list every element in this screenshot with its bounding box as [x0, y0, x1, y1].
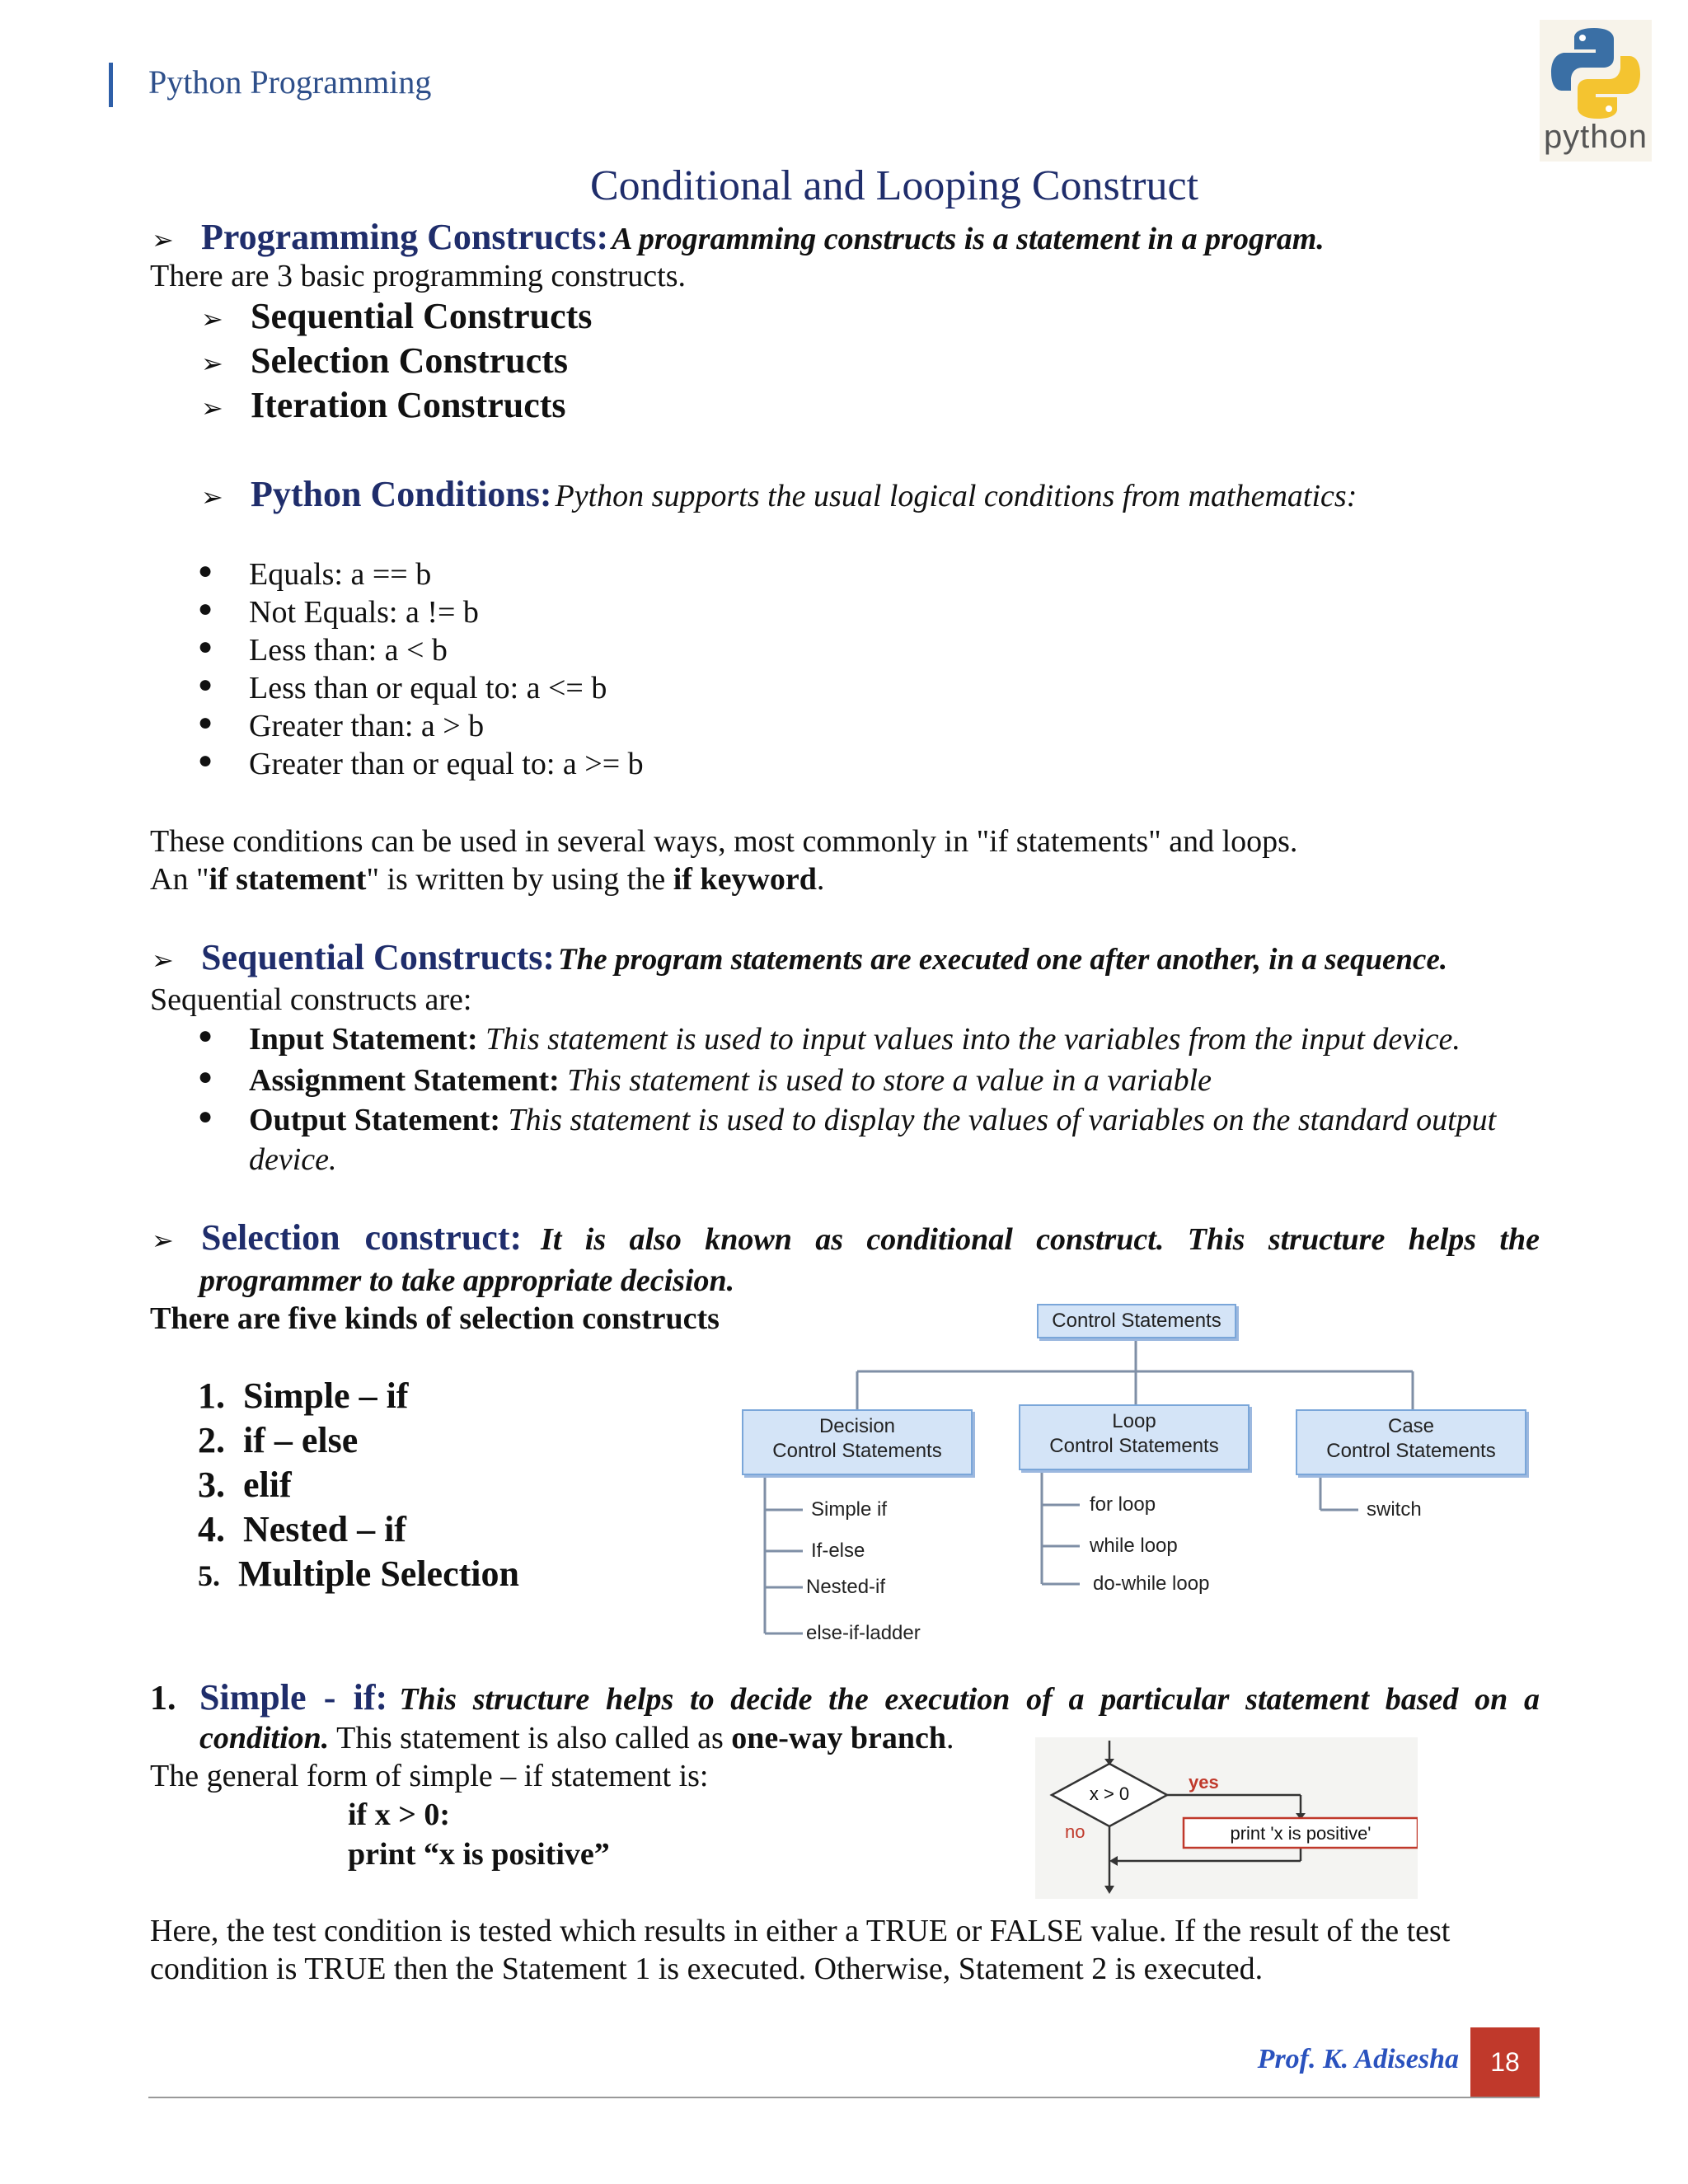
construct-item-label: Selection Constructs: [251, 340, 568, 381]
selection-kind-label: if – else: [243, 1420, 359, 1460]
condition-item: Not Equals: a != b: [249, 595, 479, 630]
flowchart-action: print 'x is positive': [1230, 1823, 1372, 1844]
construct-item-label: Sequential Constructs: [251, 296, 593, 336]
bullet-icon: ●: [198, 1103, 213, 1130]
simple-if-explanation: Here, the test condition is tested which results in either a TRUE or FALSE value. If the result of the test: [150, 1914, 1451, 1948]
sequential-heading: Sequential Constructs:: [201, 937, 556, 977]
sequential-item-text: This statement is used to store a value in a variable: [567, 1063, 1212, 1098]
simple-if-also-called: This statement is also called as: [329, 1721, 732, 1755]
sequential-item-text: This statement is used to input values into the variables from the input device.: [485, 1022, 1461, 1057]
selection-definition-cont: programmer to take appropriate decision.: [199, 1263, 735, 1298]
selection-kind-num: 4.: [198, 1509, 225, 1549]
construct-item: [201, 384, 566, 426]
loop-box-line: Loop: [1112, 1410, 1156, 1432]
arrow-bullet-icon: ➢: [201, 481, 223, 513]
condition-item: Greater than or equal to: a >= b: [249, 747, 644, 781]
footer-author: Prof. K. Adisesha: [1257, 2044, 1459, 2074]
control-statements-box: Control Statements: [1037, 1304, 1236, 1338]
arrow-bullet-icon: ➢: [152, 944, 174, 976]
arrow-bullet-icon: ➢: [152, 1225, 174, 1256]
selection-kind-label: Multiple Selection: [238, 1554, 519, 1594]
selection-kind-item: [198, 1419, 358, 1461]
flowchart-yes-label: yes: [1189, 1772, 1219, 1793]
construct-item: [201, 340, 568, 382]
selection-kind-label: Nested – if: [243, 1509, 406, 1549]
python-conditions-heading-line: [201, 473, 1357, 515]
case-control-box: [1296, 1409, 1526, 1475]
sequential-item-label: Output Statement:: [249, 1103, 501, 1137]
sequential-item-text-cont: device.: [249, 1142, 337, 1177]
sequential-item: [249, 1020, 1461, 1058]
simple-if-heading-line: [150, 1676, 1540, 1718]
simple-if-num: 1.: [150, 1680, 176, 1718]
code-line: if x > 0:: [348, 1797, 451, 1832]
loop-item: do-while loop: [1093, 1572, 1210, 1595]
selection-kind-item: [198, 1508, 406, 1550]
selection-kind-item: [198, 1464, 292, 1506]
selection-kinds-title: There are five kinds of selection constructs: [150, 1301, 720, 1336]
condition-item: Greater than: a > b: [249, 709, 485, 743]
bullet-icon: ●: [198, 671, 213, 698]
if-statement-note: [150, 860, 824, 898]
arrow-bullet-icon: ➢: [201, 392, 223, 424]
flowchart-no-label: no: [1065, 1821, 1085, 1842]
note-text: .: [816, 862, 825, 897]
bullet-icon: ●: [198, 595, 213, 622]
flowchart-svg: [1035, 1737, 1418, 1899]
selection-kind-num: 1.: [198, 1376, 225, 1416]
decision-box-line: Control Statements: [772, 1440, 942, 1462]
selection-kind-num: 5.: [198, 1559, 220, 1592]
loop-item: while loop: [1090, 1535, 1178, 1557]
loop-box-line: Control Statements: [1049, 1435, 1219, 1457]
sequential-item-label: Assignment Statement:: [249, 1063, 560, 1098]
selection-kind-label: Simple – if: [243, 1376, 409, 1416]
decision-box-line: Decision: [818, 1415, 896, 1437]
control-statements-diagram: [734, 1294, 1541, 1648]
page-number: 18: [1470, 2027, 1540, 2097]
bullet-icon: ●: [198, 1022, 213, 1049]
simple-if-definition: This structure helps to decide the execution of a particular statement based on a: [399, 1682, 1540, 1717]
case-box-line: Control Statements: [1326, 1440, 1496, 1462]
condition-item: Equals: a == b: [249, 557, 432, 592]
code-line: print “x is positive”: [348, 1837, 610, 1872]
note-text: " is written by using the: [366, 862, 673, 897]
selection-heading-line: [152, 1216, 1540, 1258]
loop-control-box: [1019, 1404, 1250, 1470]
decision-item: else-if-ladder: [806, 1622, 921, 1644]
python-conditions-definition: Python supports the usual logical conditions from mathematics:: [555, 479, 1357, 513]
condition-item: Less than or equal to: a <= b: [249, 671, 607, 705]
simple-if-flowchart: [1035, 1737, 1418, 1899]
arrow-bullet-icon: ➢: [152, 224, 174, 255]
decision-item: Simple if: [811, 1498, 888, 1521]
selection-definition: It is also known as conditional construct. This structure helps the: [541, 1222, 1540, 1257]
footer-rule: [148, 2097, 1540, 2098]
construct-item-label: Iteration Constructs: [251, 385, 566, 425]
arrow-bullet-icon: ➢: [201, 303, 223, 335]
python-logo-text: python: [1543, 119, 1648, 155]
sequential-intro: Sequential constructs are:: [150, 982, 472, 1017]
simple-if-definition-cont: condition.: [199, 1721, 330, 1755]
programming-constructs-intro: There are 3 basic programming constructs.: [150, 259, 686, 293]
flowchart-condition: x > 0: [1089, 1783, 1130, 1804]
programming-constructs-heading: Programming Constructs:: [201, 217, 609, 257]
python-logo: [1540, 20, 1652, 162]
simple-if-general-form: The general form of simple – if statement is:: [150, 1759, 709, 1793]
decision-item: If-else: [811, 1540, 865, 1562]
bullet-icon: ●: [198, 709, 213, 736]
simple-if-heading: Simple - if:: [199, 1677, 388, 1718]
decision-control-box: [742, 1409, 973, 1475]
note-bold: if statement: [209, 862, 367, 897]
programming-constructs-heading-line: [152, 216, 1325, 258]
header-bar: [109, 63, 113, 107]
simple-if-explanation: condition is TRUE then the Statement 1 is executed. Otherwise, Statement 2 is executed.: [150, 1952, 1264, 1986]
selection-kind-item: [198, 1553, 519, 1595]
bullet-icon: ●: [198, 557, 213, 584]
selection-kind-num: 3.: [198, 1465, 225, 1505]
simple-if-definition-cont-line: [199, 1719, 954, 1757]
case-item: switch: [1367, 1498, 1422, 1521]
arrow-bullet-icon: ➢: [201, 348, 223, 379]
one-way-branch: one-way branch: [731, 1721, 946, 1755]
conditions-note: These conditions can be used in several ways, most commonly in "if statements" and loops.: [150, 824, 1298, 859]
decision-item: Nested-if: [806, 1576, 886, 1598]
selection-kind-label: elif: [243, 1465, 292, 1505]
sequential-item-label: Input Statement:: [249, 1022, 478, 1057]
python-conditions-heading: Python Conditions:: [251, 474, 552, 514]
bullet-icon: ●: [198, 1063, 213, 1090]
note-bold: if keyword: [673, 862, 817, 897]
bullet-icon: ●: [198, 747, 213, 774]
case-box-line: Case: [1387, 1415, 1435, 1437]
sequential-definition: The program statements are executed one after another, in a sequence.: [558, 943, 1448, 977]
bullet-icon: ●: [198, 633, 213, 660]
sequential-item-text: This statement is used to display the values of variables on the standard output: [508, 1103, 1497, 1137]
sequential-item: [249, 1101, 1496, 1139]
note-text: An ": [150, 862, 209, 897]
branch-end: .: [945, 1721, 954, 1755]
selection-kind-item: [198, 1375, 408, 1417]
sequential-item: [249, 1062, 1212, 1099]
construct-item: [201, 295, 592, 337]
selection-kind-num: 2.: [198, 1420, 225, 1460]
selection-heading: Selection construct:: [201, 1217, 523, 1258]
condition-item: Less than: a < b: [249, 633, 448, 668]
programming-constructs-definition: A programming constructs is a statement in a program.: [612, 222, 1325, 256]
header-title: Python Programming: [148, 63, 432, 101]
page-title: Conditional and Looping Construct: [589, 162, 1199, 209]
loop-item: for loop: [1090, 1493, 1156, 1516]
sequential-heading-line: [152, 936, 1447, 978]
